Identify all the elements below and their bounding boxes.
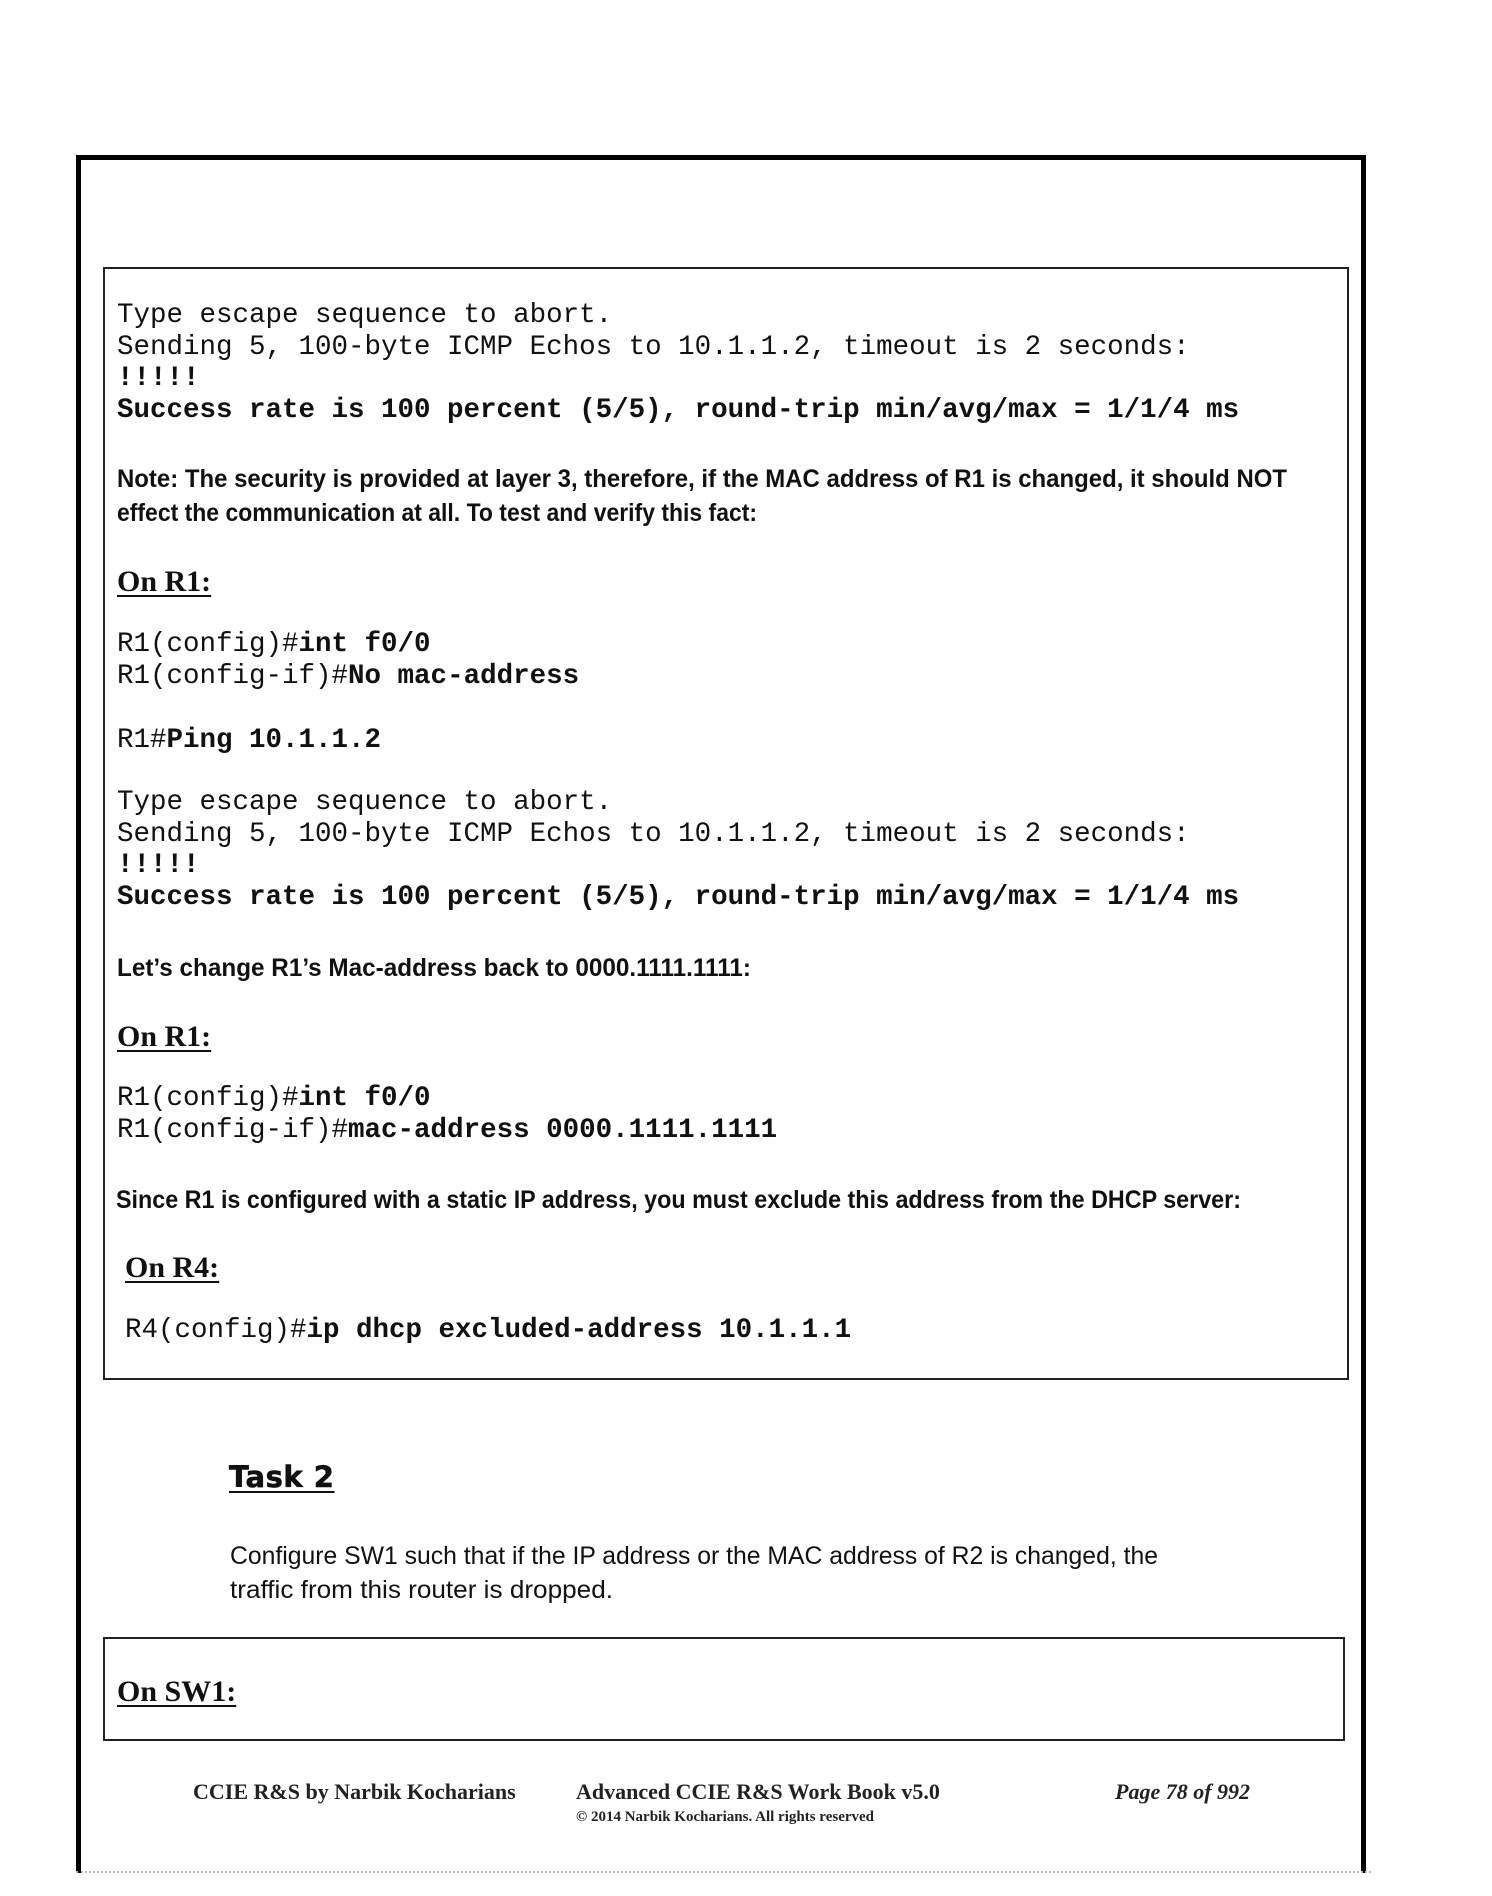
ping-success-rate: Success rate is 100 percent (5/5), round-trip min/avg/max = 1/1/4 ms (117, 881, 1240, 913)
cli-prompt: R1(config)# (117, 629, 299, 660)
cli-line (117, 661, 579, 693)
ping-output-line: Type escape sequence to abort. (117, 787, 613, 818)
section-heading-r1: On R1: (117, 565, 212, 598)
section-heading-sw1: On SW1: (117, 1675, 237, 1708)
solution-box-sw1 (103, 1637, 1345, 1741)
footer-author: CCIE R&S by Narbik Kocharians (193, 1779, 516, 1804)
cli-line (117, 725, 381, 757)
footer-copyright: © 2014 Narbik Kocharians. All rights reserved (576, 1809, 875, 1825)
ping-command (117, 725, 381, 757)
cli-prompt: R1(config)# (117, 1083, 299, 1114)
r1-mac-config-commands (117, 1083, 777, 1146)
cli-prompt: R1(config-if)# (117, 660, 349, 692)
task-title: Task 2 (229, 1460, 335, 1494)
cli-command: int f0/0 (298, 629, 431, 660)
ping-output-line: Sending 5, 100-byte ICMP Echos to 10.1.1.2, timeout is 2 seconds: (117, 818, 1190, 850)
footer-book-title: Advanced CCIE R&S Work Book v5.0 (576, 1779, 940, 1804)
mac-change-note (117, 951, 770, 985)
ping-success-marks: !!!!! (117, 363, 200, 394)
cli-command: int f0/0 (298, 1083, 431, 1114)
security-note (117, 462, 1338, 530)
cli-prompt: R4(config)# (125, 1315, 307, 1346)
description-line: traffic from this router is dropped. (230, 1576, 613, 1604)
dhcp-exclusion-note (116, 1183, 1322, 1217)
cli-command: ip dhcp excluded-address 10.1.1.1 (306, 1315, 852, 1346)
cli-command: mac-address 0000.1111.1111 (348, 1114, 778, 1146)
footer-page-number: Page 78 of 992 (1115, 1779, 1251, 1804)
ping-output-line: Type escape sequence to abort. (117, 300, 613, 331)
description-line: Configure SW1 such that if the IP address or the MAC address of R2 is changed, the (230, 1542, 1158, 1570)
r1-config-commands (117, 629, 579, 692)
section-heading-r1: On R1: (117, 1020, 212, 1053)
cli-command: No mac-address (348, 660, 580, 692)
task-description (230, 1539, 1168, 1607)
ping-success-rate: Success rate is 100 percent (5/5), round-trip min/avg/max = 1/1/4 ms (117, 394, 1240, 426)
ping-output-2 (117, 787, 1239, 913)
cli-prompt: R1(config-if)# (117, 1114, 349, 1146)
note-line: Since R1 is configured with a static IP address, you must exclude this address from the DHCP server: (116, 1186, 1241, 1214)
cli-line (125, 1315, 851, 1347)
page-frame-bottom-edge (76, 1871, 1371, 1873)
section-heading-r4: On R4: (125, 1251, 220, 1284)
note-line: effect the communication at all. To test and verify this fact: (117, 499, 758, 527)
ping-output-1 (117, 300, 1239, 426)
cli-line (117, 629, 579, 661)
ping-output-line: Sending 5, 100-byte ICMP Echos to 10.1.1.2, timeout is 2 seconds: (117, 331, 1190, 363)
cli-line (117, 1115, 777, 1147)
r4-dhcp-config (125, 1315, 851, 1347)
note-line: Let’s change R1’s Mac-address back to 0000.1111.1111: (117, 954, 751, 982)
cli-command: Ping 10.1.1.2 (166, 725, 382, 756)
note-line: Note: The security is provided at layer 3, therefore, if the MAC address of R1 is changed, it should NOT (117, 465, 1288, 493)
cli-prompt: R1# (117, 725, 167, 756)
ping-success-marks: !!!!! (117, 850, 200, 881)
cli-line (117, 1083, 777, 1115)
